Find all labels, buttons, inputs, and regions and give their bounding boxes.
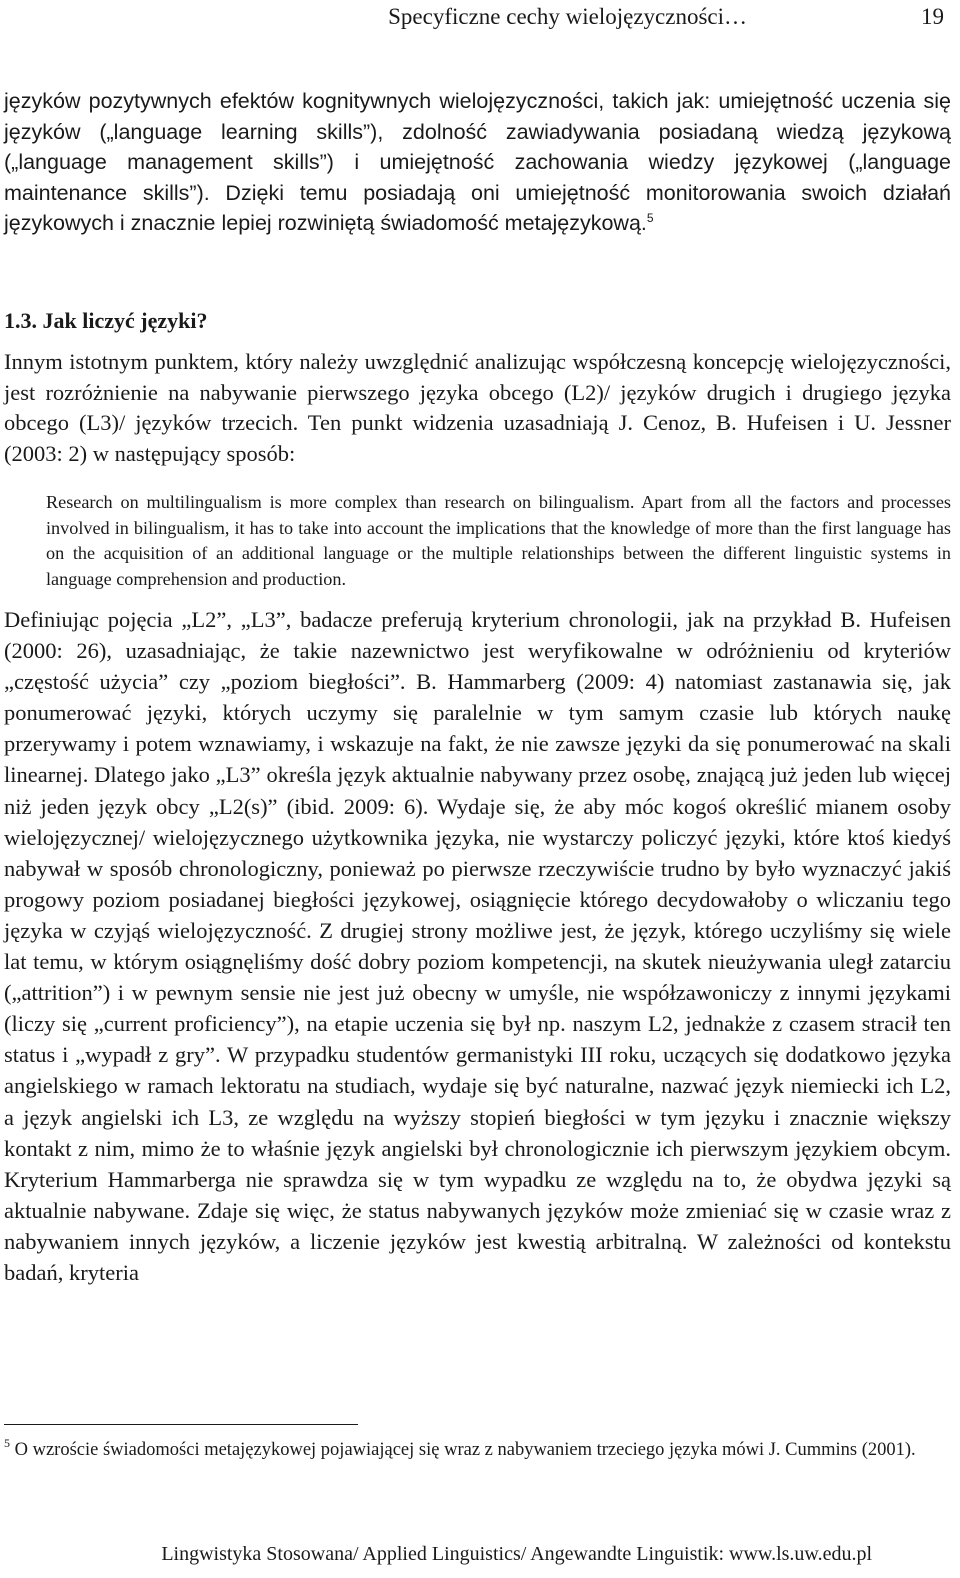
footnote bbox=[4, 1437, 951, 1463]
section-heading: 1.3. Jak liczyć języki? bbox=[4, 308, 208, 333]
footnote-separator bbox=[4, 1424, 358, 1425]
footnote-reference[interactable]: 5 bbox=[646, 211, 654, 225]
paragraph-continued-text: języków pozytywnych efektów kognitywnych wielojęzyczności, takich jak: umiejętność uczenia się języków („language learning skills”), zdolność zawiadywania posiadaną wiedzą językową („language management skills”) i umiejętność zachowania wiedzy językowej („language maintenance skills”). Dzięki temu posiadają oni umiejętność monitorowania swoich działań językowych i znacznie lepiej rozwiniętą świadomość metajęzykową. bbox=[4, 89, 951, 235]
running-header bbox=[0, 2, 952, 32]
running-footer: Lingwistyka Stosowana/ Applied Linguistics/ Angewandte Linguistik: www.ls.uw.edu.pl bbox=[161, 1543, 872, 1565]
paragraph-main: Definiując pojęcia „L2”, „L3”, badacze preferują kryterium chronologii, jak na przykład B. Hufeisen (2000: 26), uzasadniając, że takie nazewnictwo jest weryfikowalne w odróżnieniu od kryteriów „częstość użycia” czy „poziom biegłości”. B. Hammarberg (2009: 4) natomiast zastanawia się, jak ponumerować języki, których uczymy się paralelnie w tym samym czasie lub których naukę przerywamy i potem wznawiamy, i wskazuje na fakt, że nie zawsze języki da się ponumerować na skali linearnej. Dlatego jako „L3” określa język aktualnie nabywany przez osobę, znającą już jeden lub więcej niż jeden język obcy „L2(s)” (ibid. 2009: 6). Wydaje się, że aby móc kogoś określić mianem osoby wielojęzycznej/ wielojęzycznego użytkownika języka, nie wystarczy policzyć języki, które ktoś kiedyś nabywał w sposób chronologiczny, ponieważ po pierwsze rzeczywiście trudno by było wyznaczyć jakiś progowy poziom posiadanej biegłości językowej, osiągnięcie którego decydowałoby o wliczaniu tego języka w czyjąś wielojęzyczność. Z drugiej strony możliwe jest, że język, którego uczyliśmy się wiele lat temu, w którym osiągnęliśmy dość dobry poziom kompetencji, na skutek nieużywania uległ zatarciu („attrition”) i w pewnym sensie nie jest już obecny w umyśle, nie współzawoniczy z innymi językami (liczy się „current proficiency”), na etapie uczenia się był np. naszym L2, jednakże z czasem stracił ten status i „wypadł z gry”. W przypadku studentów germanistyki III roku, uczących się dodatkowo języka angielskiego w ramach lektoratu na studiach, wydaje się być naturalne, nazwać język niemiecki ich L2, a język angielski ich L3, ze względu na wyższy stopień biegłości w tym języku i znacznie większy kontakt z nim, mimo że to właśnie język angielski był chronologicznie ich pierwszym językiem obcym. Kryterium Hammarberga nie sprawdza się w tym wypadku ze względu na to, że obydwa języki są aktualnie nabywane. Zdaje się więc, że status nabywanych języków może zmieniać się w czasie wraz z nabywaniem innych języków, a liczenie języków jest kwestią arbitralną. W zależności od kontekstu badań, kryteria bbox=[4, 607, 951, 1285]
page-number: 19 bbox=[921, 4, 944, 29]
footnote-text: O wzroście świadomości metajęzykowej pojawiającej się wraz z nabywaniem trzeciego języka mówi J. Cummins (2001). bbox=[10, 1440, 916, 1460]
running-header-title: Specyficzne cechy wielojęzyczności… bbox=[388, 4, 747, 29]
footnote-number: 5 bbox=[4, 1436, 10, 1450]
paragraph-intro: Innym istotnym punktem, który należy uwzględnić analizując współczesną koncepcję wielojęzyczności, jest rozróżnienie na nabywanie pierwszego języka obcego (L2)/ języków drugich i drugiego języka obcego (L3)/ języków trzecich. Ten punkt widzenia uzasadniają J. Cenoz, B. Hufeisen i U. Jessner (2003: 2) w następujący sposób: bbox=[4, 349, 951, 466]
paragraph-continued bbox=[4, 86, 951, 239]
block-quote: Research on multilingualism is more complex than research on bilingualism. Apart from all the factors and processes involved in bilingualism, it has to take into account the implications that the knowledge of more than the first language has on the acquisition of an additional language or the multiple relationships between the different linguistic systems in language comprehension and production. bbox=[46, 492, 951, 589]
